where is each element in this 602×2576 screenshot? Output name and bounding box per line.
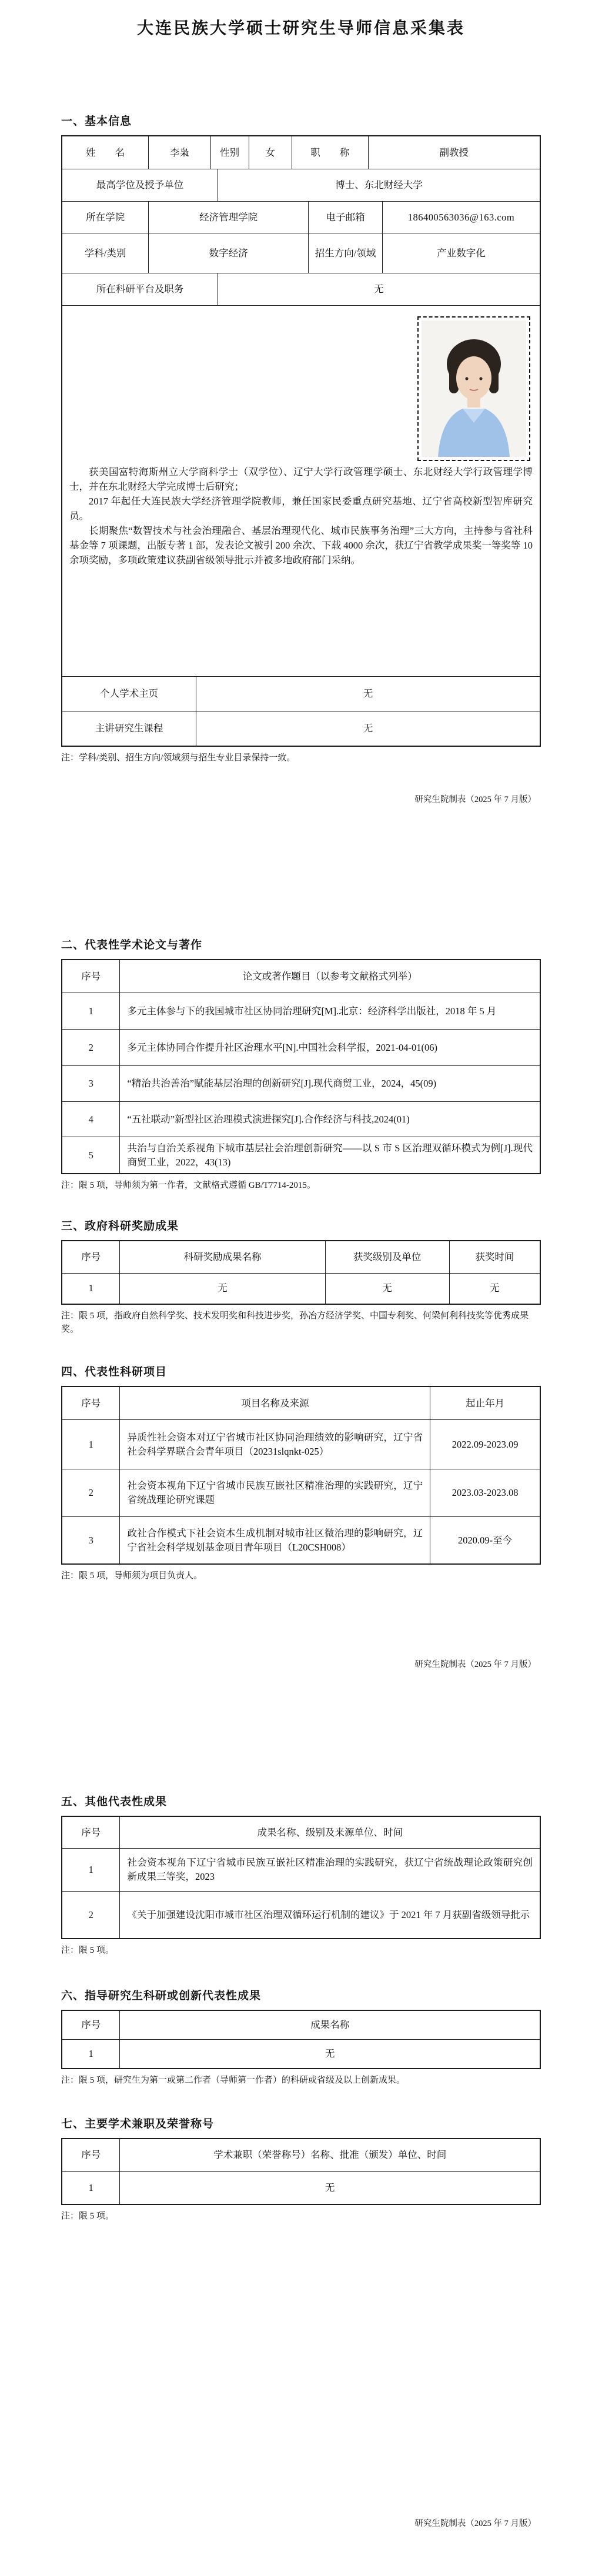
portrait-photo-frame — [417, 316, 530, 461]
table-row — [62, 1029, 540, 1065]
page-footer-3: 研究生院制表（2025 年 7 月版） — [414, 2519, 536, 2528]
section-heading-student: 六、指导研究生科研或创新代表性成果 — [61, 1989, 262, 2002]
project-name: 异质性社会资本对辽宁省城市社区协同治理绩效的影响研究，辽宁省社会科学界联合会青年项目（20231slqnkt-025） — [119, 1420, 430, 1469]
projects-col-period: 起止年月 — [430, 1387, 540, 1419]
section-heading-basic-info: 一、基本信息 — [61, 115, 132, 128]
others-note: 注：限 5 项。 — [61, 1946, 115, 1956]
paper-title: 共治与自治关系视角下城市基层社会治理创新研究——以 S 市 S 区治理双循环模式为例[J].现代商贸工业，2022，43(13) — [119, 1137, 540, 1173]
homepage-label: 个人学术主页 — [100, 688, 159, 700]
projects-table — [61, 1386, 541, 1565]
basic-info-note: 注：学科/类别、招生方向/领域须与招生专业目录保持一致。 — [61, 753, 296, 763]
basic-info-table — [61, 135, 541, 747]
name-label: 姓 名 — [86, 146, 125, 158]
titles-note: 注：限 5 项。 — [61, 2211, 115, 2221]
award-name: 无 — [119, 1274, 325, 1304]
titles-col-no: 序号 — [81, 2149, 101, 2161]
awards-col-no: 序号 — [81, 1251, 101, 1262]
projects-note: 注：限 5 项，导师须为项目负责人。 — [61, 1571, 203, 1581]
face — [456, 356, 491, 400]
paper-no: 1 — [88, 1005, 93, 1017]
platform-label: 所在科研平台及职务 — [96, 283, 184, 295]
paper-title: “五社联动”新型社区治理模式演进探究[J].合作经济与科技,2024(01) — [119, 1102, 540, 1137]
page-footer-2: 研究生院制表（2025 年 7 月版） — [414, 1660, 536, 1670]
student-no: 1 — [88, 2047, 93, 2059]
papers-note: 注：限 5 项，导师须为第一作者，文献格式遵循 GB/T7714-2015。 — [61, 1181, 316, 1191]
discipline-label: 学科/类别 — [84, 247, 126, 259]
others-table — [61, 1816, 541, 1939]
platform-value: 无 — [218, 273, 540, 305]
table-row — [62, 1273, 540, 1304]
right-eye — [479, 377, 482, 380]
gender-label: 性别 — [210, 136, 249, 169]
homepage-value: 无 — [196, 677, 540, 711]
other-no: 2 — [88, 1909, 93, 1920]
direction-value: 产业数字化 — [382, 233, 540, 273]
others-col-no: 序号 — [81, 1826, 101, 1838]
college-label: 所在学院 — [86, 211, 125, 223]
awards-table — [61, 1240, 541, 1305]
title-name: 无 — [119, 2172, 540, 2204]
awards-col-name: 科研奖励成果名称 — [119, 1241, 325, 1273]
direction-label: 招生方向/领域 — [308, 233, 382, 273]
courses-value: 无 — [196, 711, 540, 746]
section-heading-awards: 三、政府科研奖励成果 — [61, 1219, 179, 1232]
table-row — [62, 2039, 540, 2068]
degree-label: 最高学位及授予单位 — [96, 179, 184, 191]
discipline-value: 数字经济 — [148, 233, 308, 273]
section-heading-titles: 七、主要学术兼职及荣誉称号 — [61, 2117, 215, 2130]
others-header-row — [62, 1817, 540, 1848]
other-no: 1 — [88, 1864, 93, 1876]
basic-row-homepage — [62, 676, 540, 711]
student-name: 无 — [119, 2040, 540, 2068]
email-label: 电子邮箱 — [308, 202, 382, 233]
project-period: 2022.09-2023.09 — [430, 1420, 540, 1469]
titles-table — [61, 2138, 541, 2205]
bio-paragraph-3: 长期聚焦“数智技术与社会治理融合、基层治理现代化、城市民族事务治理”三大方向，主持参与省社科基金等 7 项课题，出版专著 1 部，发表论文被引 200 余次、下载 4000 余次，获辽宁省教学成果奖一等奖等 10 余项奖励，多项政策建议获副省级领导批示并被多地政府部门采纳。 — [69, 525, 533, 566]
titles-header-row — [62, 2139, 540, 2171]
section-heading-papers: 二、代表性学术论文与著作 — [61, 939, 203, 952]
project-no: 3 — [88, 1534, 93, 1546]
student-table — [61, 2010, 541, 2069]
table-row — [62, 1891, 540, 1938]
left-eye — [465, 377, 468, 380]
table-row — [62, 1469, 540, 1516]
project-name: 政社合作模式下社会资本生成机制对城市社区微治理的影响研究，辽宁省社会科学规划基金项目青年项目（L20CSH008） — [119, 1517, 430, 1563]
courses-label: 主讲研究生课程 — [95, 723, 163, 734]
basic-row-biography — [62, 305, 540, 676]
bio-paragraph-1: 获美国富特海斯州立大学商科学士（双学位）、辽宁大学行政管理学硕士、东北财经大学行政管理学博士，并在东北财经大学完成博士后研究； — [69, 466, 533, 492]
student-header-row — [62, 2011, 540, 2039]
biography-text — [69, 465, 533, 567]
table-row — [62, 1137, 540, 1173]
page-footer-1: 研究生院制表（2025 年 7 月版） — [414, 795, 536, 805]
basic-row-degree — [62, 169, 540, 201]
project-name: 社会资本视角下辽宁省城市民族互嵌社区精准治理的实践研究，辽宁省统战理论研究课题 — [119, 1469, 430, 1516]
awards-col-time: 获奖时间 — [449, 1241, 540, 1273]
awards-col-level: 获奖级别及单位 — [325, 1241, 449, 1273]
projects-col-no: 序号 — [81, 1397, 101, 1409]
paper-title: 多元主体协同合作提升社区治理水平[N].中国社会科学报，2021-04-01(06) — [119, 1030, 540, 1065]
projects-col-name: 项目名称及来源 — [119, 1387, 430, 1419]
paper-no: 5 — [88, 1149, 93, 1161]
section-heading-projects: 四、代表性科研项目 — [61, 1366, 168, 1378]
title-label: 职 称 — [292, 136, 368, 169]
papers-table — [61, 959, 541, 1174]
paper-title: 多元主体参与下的我国城市社区协同治理研究[M].北京：经济科学出版社，2018 年 5 月 — [119, 993, 540, 1029]
table-row — [62, 1101, 540, 1137]
page-title: 大连民族大学硕士研究生导师信息采集表 — [136, 19, 465, 38]
papers-header-row — [62, 960, 540, 993]
basic-row-platform — [62, 273, 540, 305]
project-period: 2020.09-至今 — [430, 1517, 540, 1563]
project-no: 2 — [88, 1487, 93, 1499]
project-no: 1 — [88, 1438, 93, 1450]
table-row — [62, 1848, 540, 1891]
papers-col-no: 序号 — [81, 970, 101, 982]
projects-header-row — [62, 1387, 540, 1419]
basic-row-name — [62, 136, 540, 169]
table-row — [62, 1516, 540, 1563]
other-name: 《关于加强建设沈阳市城市社区治理双循环运行机制的建议》于 2021 年 7 月获副省级领导批示 — [119, 1892, 540, 1938]
title-value: 副教授 — [368, 136, 540, 169]
email-value: 186400563036@163.com — [382, 202, 540, 233]
portrait-photo — [422, 320, 526, 457]
paper-no: 4 — [88, 1113, 93, 1125]
project-period: 2023.03-2023.08 — [430, 1469, 540, 1516]
others-col-name: 成果名称、级别及来源单位、时间 — [119, 1817, 540, 1848]
bio-paragraph-2: 2017 年起任大连民族大学经济管理学院教师，兼任国家民委重点研究基地、辽宁省高校新型智库研究员。 — [69, 496, 533, 522]
table-row — [62, 1419, 540, 1469]
section-heading-others: 五、其他代表性成果 — [61, 1796, 168, 1809]
basic-row-college — [62, 201, 540, 233]
table-row — [62, 2171, 540, 2204]
awards-note: 注：限 5 项，指政府自然科学奖、技术发明奖和科技进步奖，孙冶方经济学奖、中国专利奖、何梁何利科技奖等优秀成果奖。 — [61, 1311, 529, 1334]
student-note: 注：限 5 项，研究生为第一或第二作者（导师第一作者）的科研或省级及以上创新成果。 — [61, 2075, 406, 2085]
college-value: 经济管理学院 — [148, 202, 308, 233]
table-row — [62, 993, 540, 1029]
name-value: 李枭 — [148, 136, 210, 169]
award-time: 无 — [449, 1274, 540, 1304]
basic-row-courses — [62, 711, 540, 746]
awards-header-row — [62, 1241, 540, 1273]
award-level: 无 — [325, 1274, 449, 1304]
basic-row-discipline — [62, 233, 540, 273]
paper-title: “精治共治善治”赋能基层治理的创新研究[J].现代商贸工业，2024，45(09) — [119, 1066, 540, 1101]
table-row — [62, 1065, 540, 1101]
student-col-no: 序号 — [81, 2019, 101, 2030]
papers-col-title: 论文或著作题目（以参考文献格式列举） — [119, 960, 540, 993]
paper-no: 2 — [88, 1041, 93, 1053]
titles-col-name: 学术兼职（荣誉称号）名称、批准（颁发）单位、时间 — [119, 2139, 540, 2171]
gender-value: 女 — [249, 136, 292, 169]
other-name: 社会资本视角下辽宁省城市民族互嵌社区精准治理的实践研究，获辽宁省统战理论政策研究创新成果三等奖，2023 — [119, 1849, 540, 1891]
student-col-name: 成果名称 — [119, 2011, 540, 2039]
title-no: 1 — [88, 2181, 93, 2193]
award-no: 1 — [88, 1282, 93, 1294]
degree-value: 博士、东北财经大学 — [218, 169, 540, 201]
paper-no: 3 — [88, 1078, 93, 1090]
